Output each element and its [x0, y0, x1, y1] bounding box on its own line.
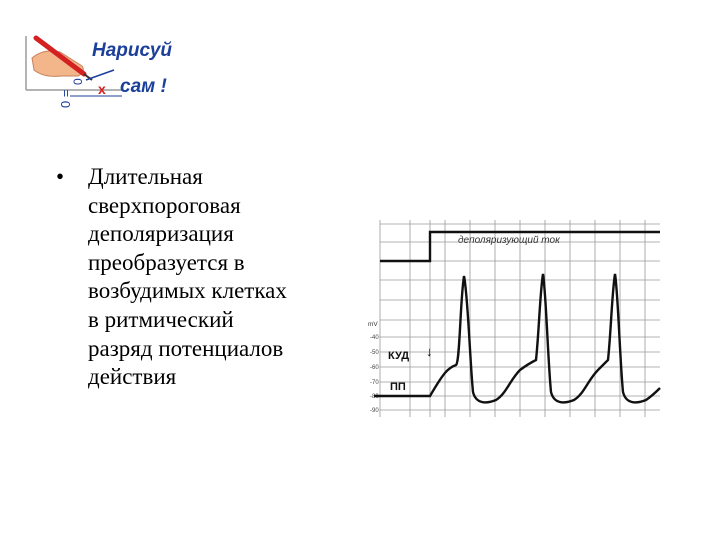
- axis-tick-label: -50: [370, 350, 379, 356]
- bullet-item: [56, 163, 356, 392]
- nарисуй-сам-logo: [22, 30, 182, 112]
- svg-text:0 =: 0 =: [58, 89, 73, 108]
- axis-tick-label: -40: [370, 335, 379, 341]
- axis-tick-label: -80: [370, 394, 379, 400]
- logo-line2: сам !: [120, 76, 167, 97]
- stimulus-label: деполяризующий ток: [458, 235, 560, 246]
- axis-tick-label: -60: [370, 365, 379, 371]
- axis-unit: mV: [368, 321, 378, 328]
- membrane-potential-trace: [374, 274, 660, 402]
- threshold-arrow: ↓: [426, 344, 433, 359]
- threshold-label: КУД: [388, 350, 410, 362]
- resting-label: ПП: [390, 381, 406, 393]
- bullet-marker: •: [56, 164, 65, 189]
- axis-tick-label: -70: [370, 380, 379, 386]
- action-potential-diagram: [360, 212, 665, 422]
- logo-line1: Нарисуй: [92, 40, 172, 61]
- svg-text:x: x: [98, 81, 106, 97]
- svg-text:0: 0: [71, 78, 85, 85]
- bullet-text: Длительная сверхпороговая деполяризация преобразуется в возбудимых клетках в ритмический разряд потенциалов действия: [88, 164, 287, 390]
- axis-ticks: [370, 335, 379, 414]
- axis-tick-label: -90: [370, 408, 379, 414]
